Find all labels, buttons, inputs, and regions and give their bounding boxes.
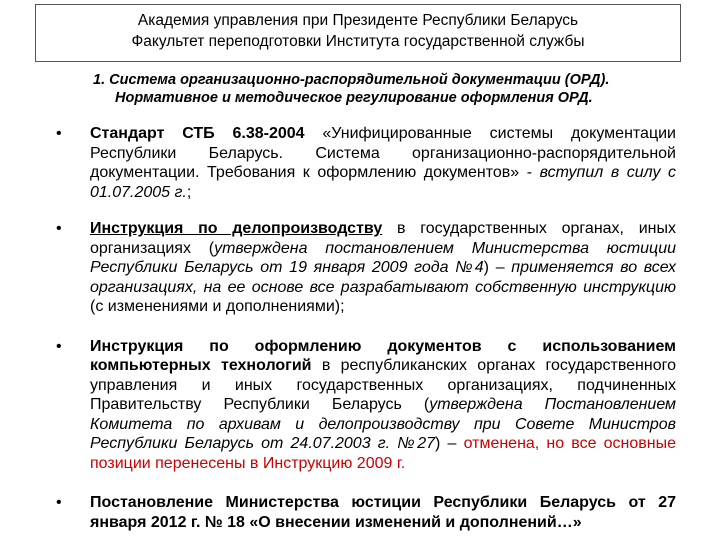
header-line-faculty: Факультет переподготовки Института государственной службы bbox=[131, 33, 585, 50]
list-item-text bbox=[90, 493, 676, 532]
list-item-text bbox=[90, 219, 676, 317]
instruction-computer-status: отменена, но все основные позиции перенесены в Инструкцию 2009 г. bbox=[90, 435, 676, 472]
standard-name: Стандарт СТБ 6.38-2004 bbox=[90, 125, 305, 142]
header-box bbox=[35, 4, 681, 62]
instruction-end: (с изменениями и дополнениями); bbox=[90, 298, 345, 315]
section-title-line1: 1. Система организационно-распорядительной документации (ОРД). bbox=[93, 72, 610, 88]
bullet-icon: • bbox=[56, 337, 62, 355]
bullet-icon: • bbox=[56, 220, 62, 237]
bullet-icon: • bbox=[56, 125, 62, 142]
standard-end: ; bbox=[186, 183, 192, 201]
section-title-line2: Нормативное и методическое регулирование оформления ОРД. bbox=[115, 90, 593, 106]
instruction-computer-dash: ) – bbox=[435, 435, 464, 452]
standard-description: «Унифицированные системы документации Республики Беларусь. Система организационно-распорядительной документации. Требования к оформлению документов» - bbox=[90, 125, 676, 181]
instruction-computer-scope: в республиканских органах государственного управления и иных государственных организациях, подчиненных Правительству Республики Беларусь ( bbox=[90, 357, 677, 413]
resolution-text: Постановление Министерства юстиции Республики Беларусь от 27 января 2012 г. № 18 «О внесении изменений и дополнений…» bbox=[90, 494, 676, 531]
instruction-approval: утверждена постановлением Министерства юстиции Республики Беларусь от 19 января 2009 года №4 bbox=[90, 239, 676, 276]
instruction-name: Инструкция по делопроизводству bbox=[90, 220, 383, 237]
standard-effective-date: вступил в силу с 01.07.2005 г. bbox=[90, 164, 676, 201]
list-item-text bbox=[90, 124, 676, 202]
instruction-computer-approval: утверждена Постановлением Комитета по архивам и делопроизводству при Совете Министров Республики Беларусь от 24.07.2003 г. №27 bbox=[90, 396, 676, 452]
list-item-resolution-2012 bbox=[56, 493, 686, 532]
bullet-icon: • bbox=[56, 494, 62, 511]
list-item-instruction-2003 bbox=[56, 337, 686, 474]
instruction-scope: в государственных органах, иных организациях ( bbox=[90, 220, 676, 257]
instruction-dash: ) – bbox=[483, 259, 512, 276]
list-item-instruction-2009 bbox=[56, 219, 686, 317]
instruction-computer-name: Инструкция по оформлению документов с использованием компьютерных технологий bbox=[90, 337, 676, 374]
list-item-stb bbox=[56, 124, 686, 202]
instruction-application: применяется во всех организациях, на ее основе все разрабатывают собственную инструкцию bbox=[90, 259, 676, 296]
header-line-academy: Академия управления при Президенте Республики Беларусь bbox=[137, 12, 579, 29]
bullet-list bbox=[56, 124, 686, 549]
section-title bbox=[93, 71, 713, 107]
list-item-text bbox=[90, 337, 676, 474]
